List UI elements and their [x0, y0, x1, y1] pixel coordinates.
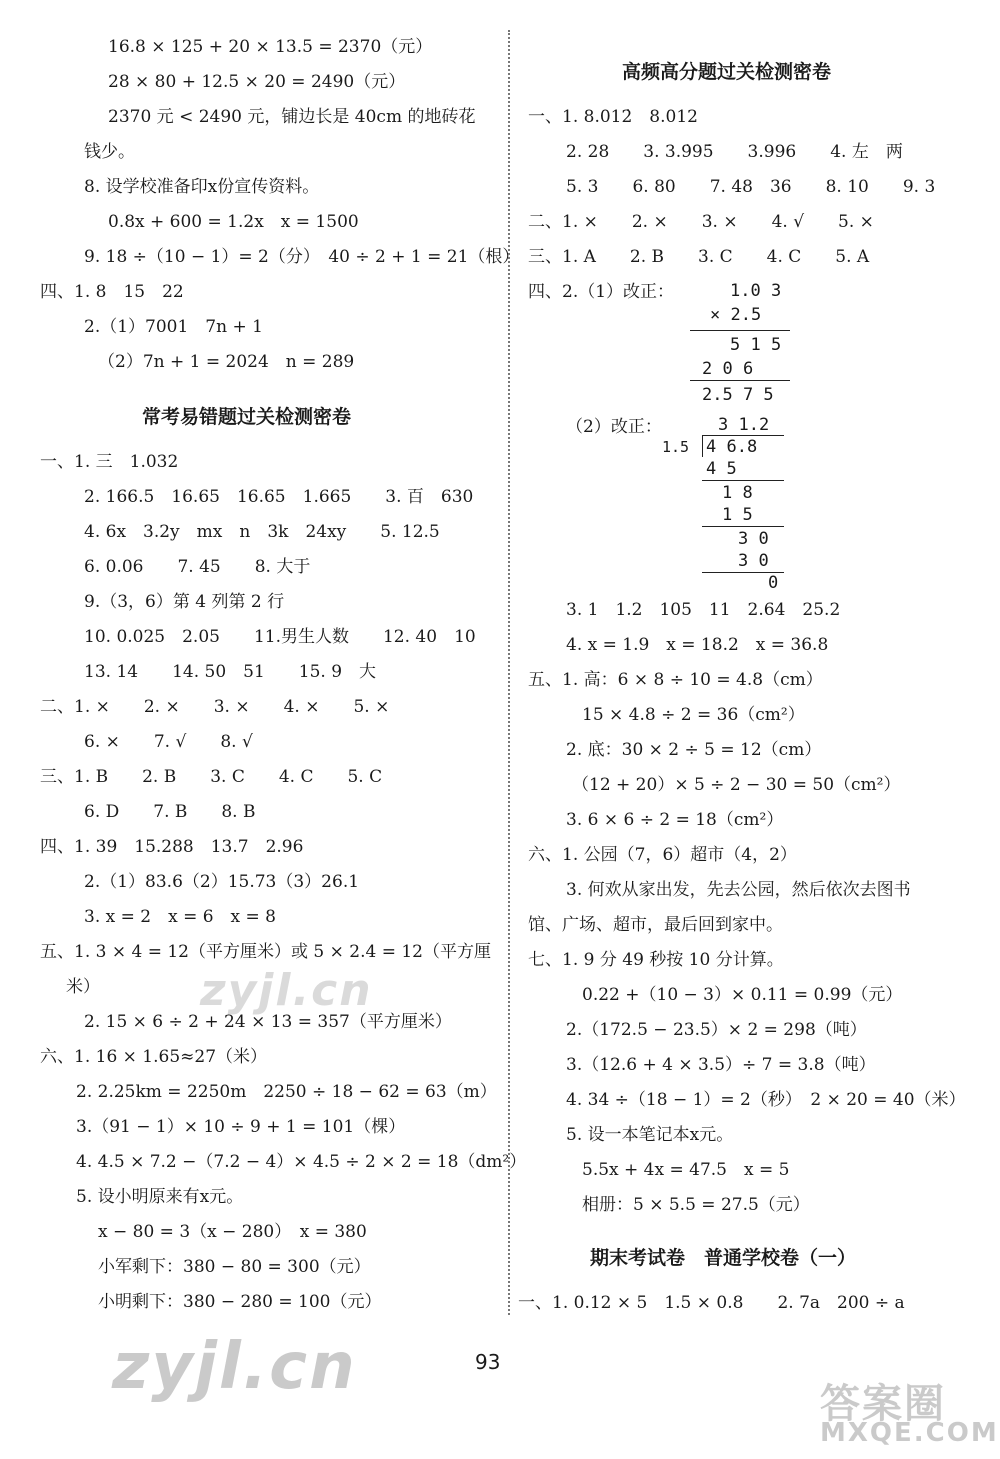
answer-line: 3.（91 − 1）× 10 ÷ 9 + 1 = 101（棵） — [76, 1117, 406, 1137]
answer-line: （2）改正： — [566, 417, 662, 437]
answer-line: 6. × 7. √ 8. √ — [84, 732, 253, 752]
answer-line: 3. 1 1.2 105 11 2.64 25.2 — [566, 600, 841, 620]
answer-line: 3.（12.6 + 4 × 3.5）÷ 7 = 3.8（吨） — [566, 1055, 876, 1075]
answer-line: 10. 0.025 2.05 11.男生人数 12. 40 10 — [84, 627, 476, 647]
calc-row: 1 8 — [722, 483, 753, 503]
answer-line: 钱少。 — [84, 142, 135, 162]
answer-line: 9.（3，6）第 4 列第 2 行 — [84, 592, 285, 612]
vertical-multiplication — [690, 280, 800, 410]
answer-line: 四、1. 39 15.288 13.7 2.96 — [40, 837, 304, 857]
calc-row: 2 0 6 — [702, 359, 754, 379]
answer-line: 小军剩下：380 − 80 = 300（元） — [98, 1257, 371, 1277]
answer-line: 二、1. × 2. × 3. × 4. × 5. × — [40, 697, 390, 717]
calc-row: 1 5 — [722, 505, 753, 525]
answer-line: 4. x = 1.9 x = 18.2 x = 36.8 — [566, 635, 829, 655]
answer-line: 16.8 × 125 + 20 × 13.5 = 2370（元） — [108, 37, 433, 57]
answer-line: 5.5x + 4x = 47.5 x = 5 — [582, 1160, 790, 1180]
answer-line: 2.（172.5 − 23.5）× 2 = 298（吨） — [566, 1020, 867, 1040]
calc-row: 1.0 3 — [730, 281, 782, 301]
answer-line: 15 × 4.8 ÷ 2 = 36（cm²） — [582, 705, 805, 725]
answer-line: 4. 6x 3.2y mx n 3k 24xy 5. 12.5 — [84, 522, 440, 542]
answer-line: 9. 18 ÷（10 − 1）= 2（分） 40 ÷ 2 + 1 = 21（根） — [84, 247, 520, 267]
calc-rule — [702, 526, 784, 527]
divisor: 1.5 — [662, 438, 690, 456]
answer-line: 2. 2.25km = 2250m 2250 ÷ 18 − 62 = 63（m） — [76, 1082, 497, 1102]
answer-line: 2370 元 < 2490 元，铺边长是 40cm 的地砖花 — [108, 107, 476, 127]
answer-line: 小明剩下：380 − 280 = 100（元） — [98, 1292, 382, 1312]
answer-line: 5. 3 6. 80 7. 48 36 8. 10 9. 3 — [566, 177, 936, 197]
answer-line: x − 80 = 3（x − 280） x = 380 — [98, 1222, 367, 1242]
answer-line: 3. x = 2 x = 6 x = 8 — [84, 907, 276, 927]
answer-line: 28 × 80 + 12.5 × 20 = 2490（元） — [108, 72, 406, 92]
answer-line: 二、1. × 2. × 3. × 4. √ 5. × — [528, 212, 874, 232]
section-title: 期末考试卷 普通学校卷（一） — [590, 1247, 857, 1269]
answer-line: 3. 何欢从家出发，先去公园，然后依次去图书 — [566, 880, 911, 900]
answer-line: 2. 底：30 × 2 ÷ 5 = 12（cm） — [566, 740, 822, 760]
answer-line: 五、1. 3 × 4 = 12（平方厘米）或 5 × 2.4 = 12（平方厘 — [40, 942, 491, 962]
answer-line: （12 + 20）× 5 ÷ 2 − 30 = 50（cm²） — [572, 775, 901, 795]
calc-row: 3 0 — [738, 529, 769, 549]
answer-line: 5. 设一本笔记本x元。 — [566, 1125, 734, 1145]
answer-line: 四、1. 8 15 22 — [40, 282, 184, 302]
answer-line: 5. 设小明原来有x元。 — [76, 1187, 244, 1207]
watermark: MXQE.COM — [820, 1418, 999, 1448]
calc-row: 3 0 — [738, 551, 769, 571]
long-division — [662, 414, 792, 594]
column-divider — [508, 30, 510, 1315]
answer-line: （2）7n + 1 = 2024 n = 289 — [98, 352, 355, 372]
answer-line: 6. D 7. B 8. B — [84, 802, 256, 822]
answer-line: 一、1. 三 1.032 — [40, 452, 179, 472]
watermark: zyjl.cn — [200, 965, 373, 1016]
answer-line: 2. 28 3. 3.9̇95̇ 3.996 4. 左 两 — [566, 142, 903, 162]
answer-line: 0.22 +（10 − 3）× 0.11 = 0.99（元） — [582, 985, 903, 1005]
answer-line: 8. 设学校准备印x份宣传资料。 — [84, 177, 320, 197]
answer-line: 3. 6 × 6 ÷ 2 = 18（cm²） — [566, 810, 784, 830]
calc-rule — [690, 330, 790, 331]
answer-line: 4. 34 ÷（18 − 1）= 2（秒） 2 × 20 = 40（米） — [566, 1090, 966, 1110]
answer-line: 一、1. 0.12 × 5 1.5 × 0.8 2. 7a 200 ÷ a — [518, 1293, 905, 1313]
calc-row: × 2.5 — [710, 305, 762, 325]
answer-line: 五、1. 高：6 × 8 ÷ 10 = 4.8（cm） — [528, 670, 823, 690]
calc-row: 0 — [768, 573, 779, 593]
answer-line: 三、1. A 2. B 3. C 4. C 5. A — [528, 247, 870, 267]
division-bracket — [702, 435, 703, 457]
watermark: 答案圈 — [820, 1381, 946, 1427]
dividend: 4 6.8 — [706, 437, 758, 457]
answer-line: 13. 14 14. 50 51 15. 9 大 — [84, 662, 377, 682]
answer-line: 六、1. 16 × 1.65≈27（米） — [40, 1047, 268, 1067]
section-title: 常考易错题过关检测密卷 — [142, 406, 352, 428]
answer-line: 2.（1）83.6（2）15.73（3）26.1 — [84, 872, 360, 892]
answer-line: 七、1. 9 分 49 秒按 10 分计算。 — [528, 950, 784, 970]
answer-line: 四、2.（1）改正： — [528, 282, 675, 302]
calc-rule — [690, 380, 790, 381]
answer-line: 馆、广场、超市，最后回到家中。 — [528, 915, 783, 935]
section-title: 高频高分题过关检测密卷 — [622, 61, 832, 83]
answer-line: 2. 166.5 16.65 16.65 1.665 3. 百 630 — [84, 487, 474, 507]
answer-line: 六、1. 公园（7，6）超市（4，2） — [528, 845, 797, 865]
answer-line: 一、1. 8.012̇ 8.012 — [528, 107, 698, 127]
quotient: 3 1.2 — [718, 415, 770, 435]
watermark: zyjl.cn — [112, 1330, 357, 1404]
answer-line: 4. 4.5 × 7.2 −（7.2 − 4）× 4.5 ÷ 2 × 2 = 18（dm²） — [76, 1152, 527, 1172]
calc-row: 2.5 7 5 — [702, 385, 774, 405]
answer-line: 2. 15 × 6 ÷ 2 + 24 × 13 = 357（平方厘米） — [84, 1012, 452, 1032]
answer-line: 三、1. B 2. B 3. C 4. C 5. C — [40, 767, 383, 787]
calc-row: 5 1 5 — [730, 335, 782, 355]
answer-line: 0.8x + 600 = 1.2x x = 1500 — [108, 212, 359, 232]
answer-line: 米） — [66, 977, 100, 997]
answer-line: 2.（1）7001 7n + 1 — [84, 317, 263, 337]
answer-line: 6. 0.06 7. 45 8. 大于 — [84, 557, 311, 577]
page-number: 93 — [475, 1350, 501, 1374]
calc-rule — [702, 480, 784, 481]
answer-line: 相册：5 × 5.5 = 27.5（元） — [582, 1195, 810, 1215]
calc-row: 4 5 — [706, 459, 737, 479]
